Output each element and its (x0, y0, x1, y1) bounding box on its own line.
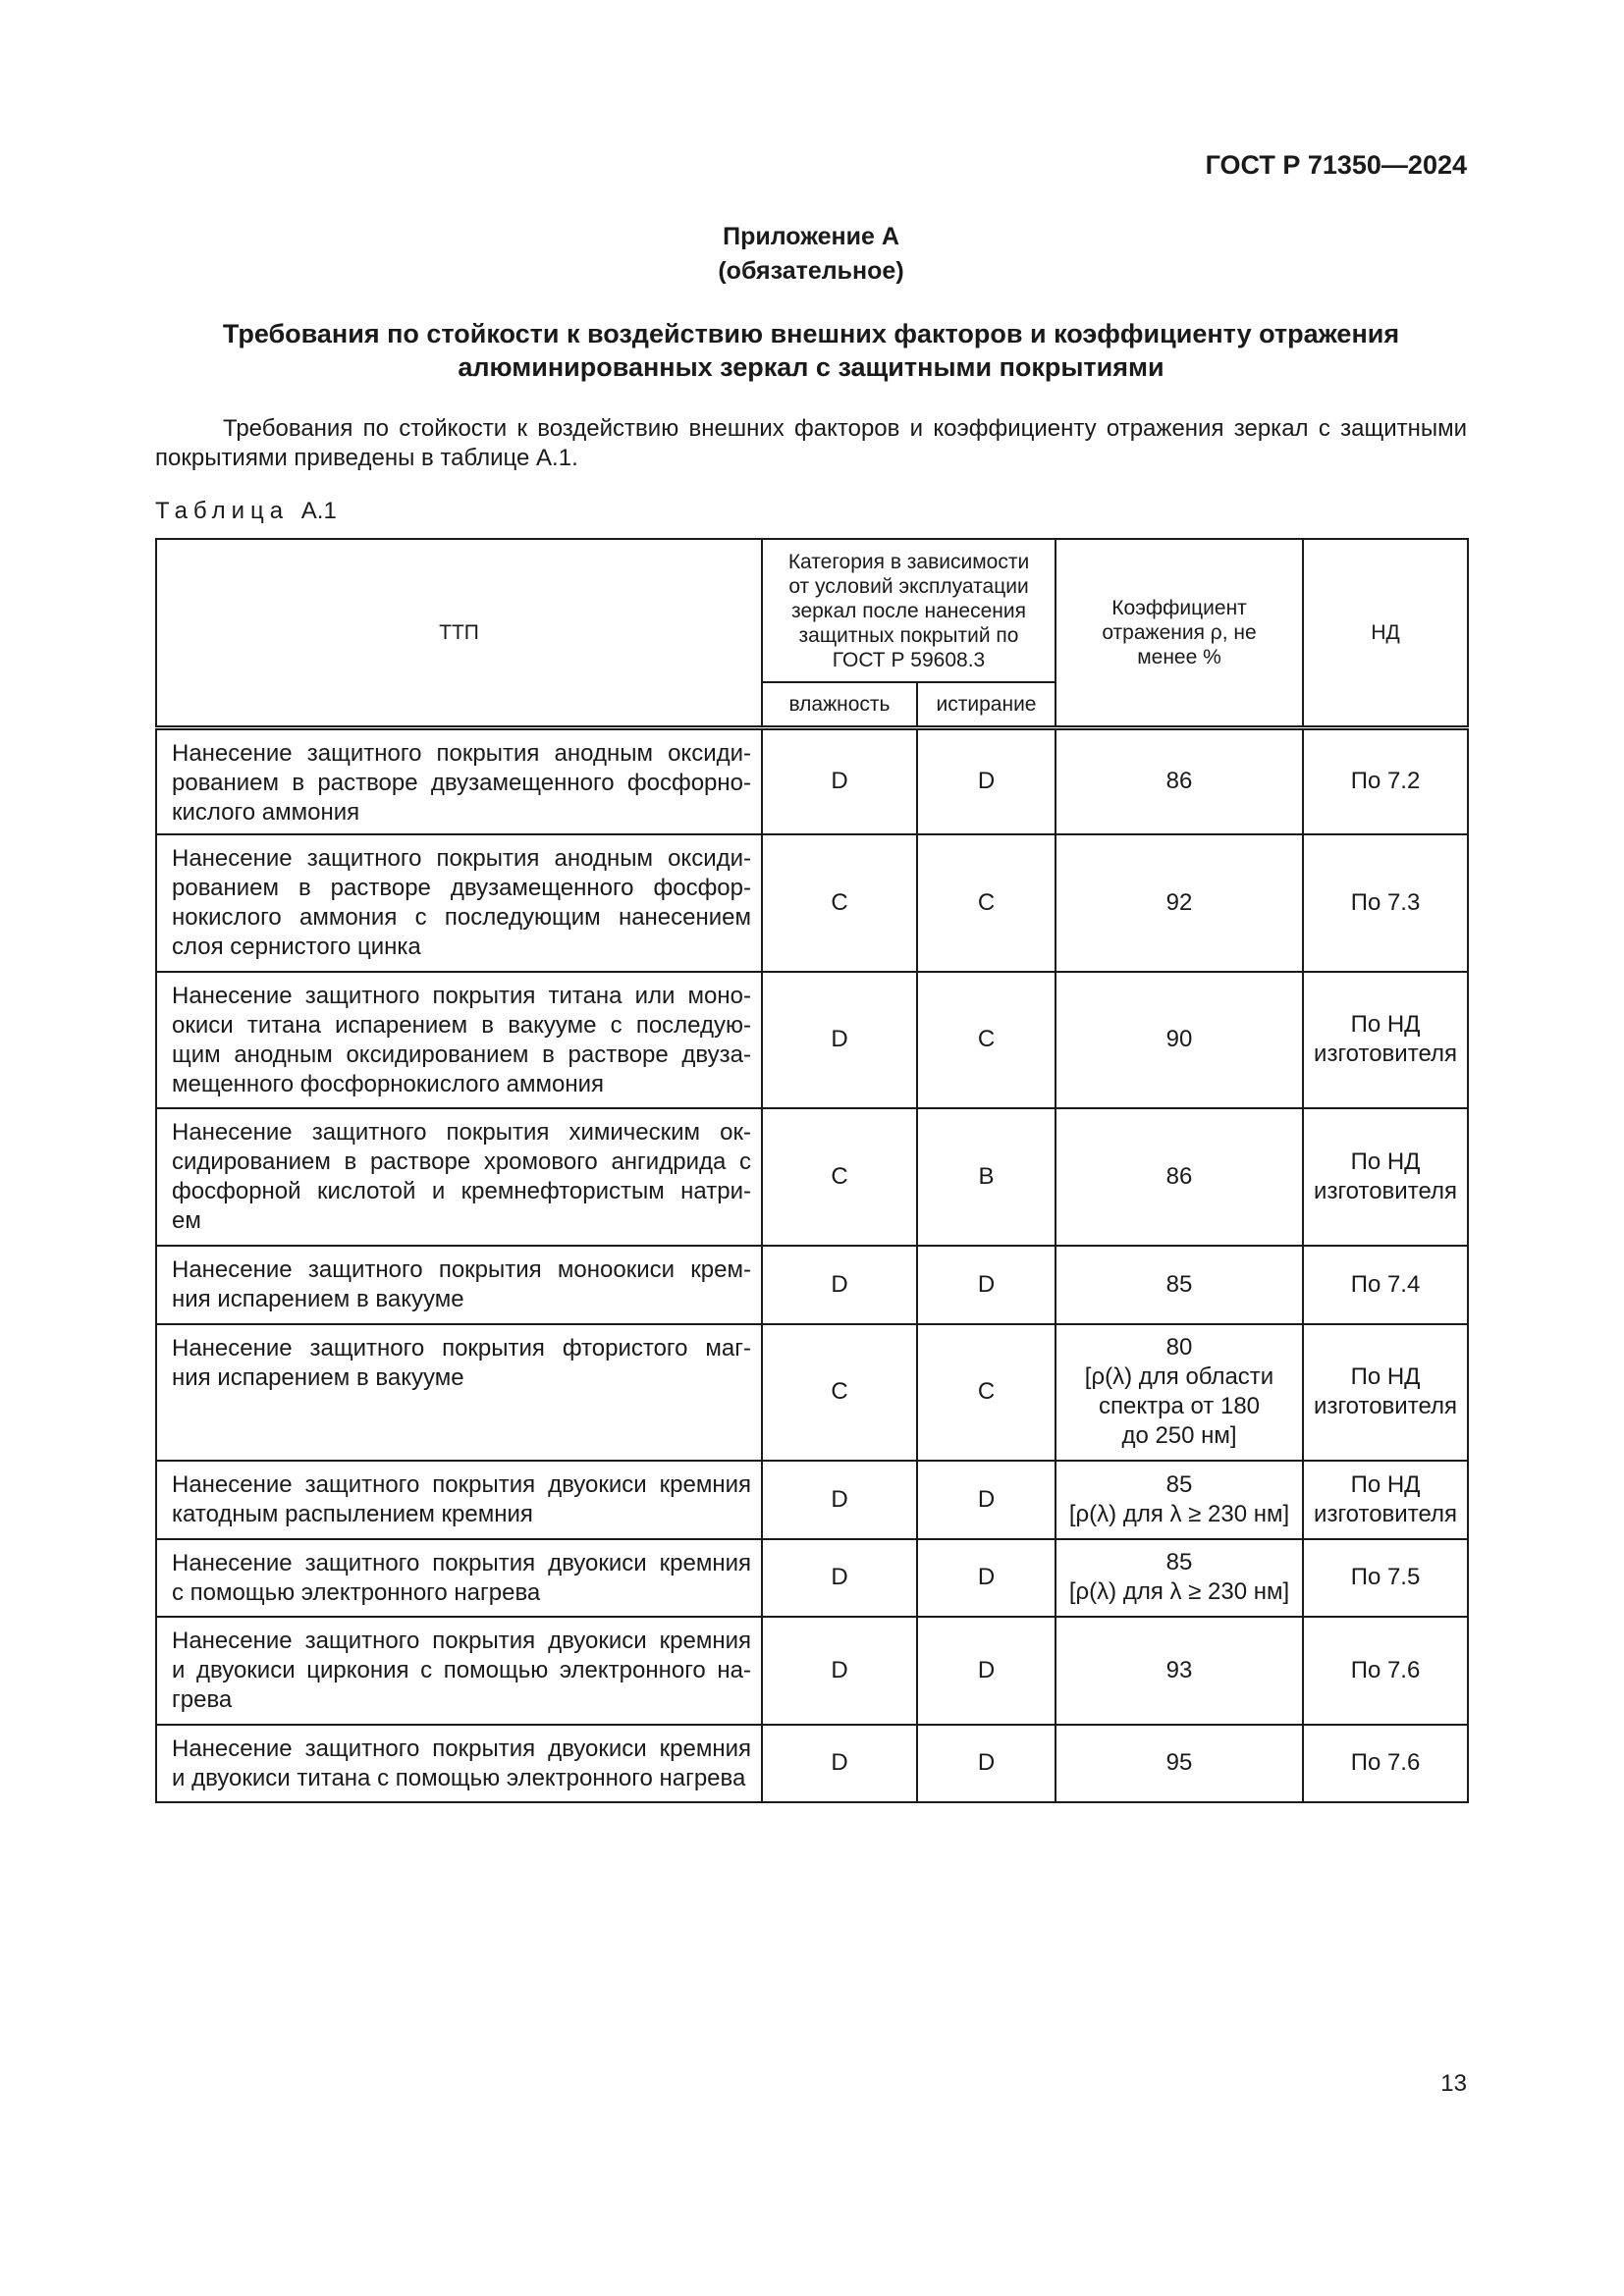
nd-cell: По 7.6 (1303, 1725, 1468, 1802)
ttp-cell (156, 1246, 762, 1324)
nd-cell: По НД изготовителя (1303, 1324, 1468, 1461)
ttp-line: Нанесение защитного покрытия анодным оксиди- (172, 844, 751, 872)
ttp-line: грева (172, 1685, 233, 1713)
ttp-line: с помощью электронного нагрева (172, 1578, 541, 1606)
nd-cell: По НД изготовителя (1303, 972, 1468, 1108)
document-number: ГОСТ Р 71350—2024 (1205, 150, 1467, 180)
ttp-line: Нанесение защитного покрытия двуокиси кремния (172, 1735, 751, 1762)
abrasion-category-cell: B (917, 1108, 1056, 1246)
ttp-cell (156, 727, 762, 834)
annex-status: (обязательное) (718, 257, 904, 285)
humidity-category-cell: D (762, 1246, 917, 1324)
table-row (156, 1539, 1468, 1617)
nd-cell: По 7.4 (1303, 1246, 1468, 1324)
nd-cell: По 7.2 (1303, 727, 1468, 834)
ttp-line: окиси титана испарением в вакууме с последую- (172, 1011, 751, 1039)
ttp-line: рованием в растворе двузамещенного фосфорно- (172, 769, 751, 796)
humidity-category-cell: C (762, 1108, 917, 1246)
ttp-line: слоя сернистого цинка (172, 933, 421, 960)
table-caption (155, 497, 337, 526)
humidity-category-cell: D (762, 1539, 917, 1617)
reflection-coefficient-cell: 85 [ρ(λ) для λ ≥ 230 нм] (1056, 1461, 1303, 1539)
ttp-line: и двуокиси титана с помощью электронного нагрева (172, 1764, 746, 1791)
header-nd: НД (1303, 539, 1468, 727)
requirements-table (155, 538, 1469, 1803)
ttp-line: ем (172, 1206, 201, 1234)
ttp-line: нокислого аммония с последующим нанесением (172, 903, 751, 931)
ttp-line: Нанесение защитного покрытия химическим ок- (172, 1118, 751, 1146)
table-header-row (156, 539, 1468, 682)
header-humidity: влажность (762, 682, 917, 727)
header-reflection-coefficient: Коэффициент отражения ρ, не менее % (1056, 539, 1303, 727)
annex-label: Приложение А (723, 223, 899, 250)
ttp-line: Нанесение защитного покрытия двуокиси кремния (172, 1627, 751, 1654)
ttp-cell (156, 1324, 762, 1461)
humidity-category-cell: D (762, 972, 917, 1108)
table-row (156, 1461, 1468, 1539)
reflection-coefficient-cell: 92 (1056, 834, 1303, 972)
annex-title-line: Требования по стойкости к воздействию внешних факторов и коэффициенту отражения (222, 319, 1400, 348)
ttp-cell (156, 1461, 762, 1539)
nd-cell: По НД изготовителя (1303, 1461, 1468, 1539)
ttp-line: ния испарением в вакууме (172, 1285, 464, 1312)
table-caption-label: Таблица (155, 498, 290, 524)
ttp-line: сидированием в растворе хромового ангидрида с (172, 1148, 751, 1175)
ttp-line: Нанесение защитного покрытия двуокиси кремния (172, 1549, 751, 1576)
annex-heading (155, 220, 1467, 289)
abrasion-category-cell: D (917, 1461, 1056, 1539)
header-abrasion: истирание (917, 682, 1056, 727)
table-row (156, 1725, 1468, 1802)
table-row (156, 834, 1468, 972)
header-category: Категория в зависимости от условий эксплуатации зеркал после нанесения защитных покрытий по ГОСТ Р 59608.3 (762, 539, 1056, 682)
abrasion-category-cell: D (917, 727, 1056, 834)
ttp-cell (156, 972, 762, 1108)
reflection-coefficient-cell: 85 (1056, 1246, 1303, 1324)
reflection-coefficient-cell: 93 (1056, 1617, 1303, 1725)
ttp-cell (156, 1725, 762, 1802)
ttp-cell (156, 834, 762, 972)
ttp-line: щим анодным оксидированием в растворе двуза- (172, 1041, 751, 1068)
nd-cell: По 7.6 (1303, 1617, 1468, 1725)
ttp-line: мещенного фосфорнокислого аммония (172, 1070, 605, 1097)
table-row (156, 1617, 1468, 1725)
annex-title (155, 317, 1467, 384)
annex-title-line: алюминированных зеркал с защитными покрытиями (458, 352, 1164, 382)
ttp-line: фосфорной кислотой и кремнефтористым натри- (172, 1177, 751, 1204)
reflection-coefficient-cell: 80 [ρ(λ) для области спектра от 180 до 250 нм] (1056, 1324, 1303, 1461)
table-caption-number: А.1 (300, 498, 337, 524)
reflection-coefficient-cell: 85 [ρ(λ) для λ ≥ 230 нм] (1056, 1539, 1303, 1617)
abrasion-category-cell: C (917, 972, 1056, 1108)
humidity-category-cell: D (762, 1725, 917, 1802)
ttp-line: ния испарением в вакууме (172, 1363, 464, 1391)
table-row (156, 972, 1468, 1108)
ttp-line: Нанесение защитного покрытия анодным оксиди- (172, 739, 751, 767)
abrasion-category-cell: D (917, 1725, 1056, 1802)
ttp-line: и двуокиси циркония с помощью электронного на- (172, 1656, 751, 1683)
ttp-line: Нанесение защитного покрытия фтористого маг- (172, 1334, 751, 1362)
table-row (156, 1108, 1468, 1246)
reflection-coefficient-cell: 90 (1056, 972, 1303, 1108)
ttp-cell (156, 1108, 762, 1246)
humidity-category-cell: C (762, 834, 917, 972)
table-row (156, 1324, 1468, 1461)
abrasion-category-cell: D (917, 1246, 1056, 1324)
abrasion-category-cell: C (917, 834, 1056, 972)
humidity-category-cell: D (762, 1461, 917, 1539)
ttp-line: катодным распылением кремния (172, 1500, 533, 1527)
nd-cell: По НД изготовителя (1303, 1108, 1468, 1246)
table-row (156, 1246, 1468, 1324)
reflection-coefficient-cell: 95 (1056, 1725, 1303, 1802)
intro-paragraph: Требования по стойкости к воздействию внешних факторов и коэффициенту отражения зеркал с защитными покрытиями приведены в таблице А.1. (155, 415, 1467, 471)
ttp-cell (156, 1617, 762, 1725)
humidity-category-cell: C (762, 1324, 917, 1461)
humidity-category-cell: D (762, 1617, 917, 1725)
page-number: 13 (1440, 2070, 1467, 2097)
table-row (156, 727, 1468, 834)
abrasion-category-cell: C (917, 1324, 1056, 1461)
ttp-line: кислого аммония (172, 798, 360, 826)
ttp-line: Нанесение защитного покрытия двуокиси кремния (172, 1470, 751, 1498)
ttp-line: рованием в растворе двузамещенного фосфор- (172, 874, 751, 901)
ttp-cell (156, 1539, 762, 1617)
abrasion-category-cell: D (917, 1617, 1056, 1725)
abrasion-category-cell: D (917, 1539, 1056, 1617)
humidity-category-cell: D (762, 727, 917, 834)
nd-cell: По 7.5 (1303, 1539, 1468, 1617)
nd-cell: По 7.3 (1303, 834, 1468, 972)
reflection-coefficient-cell: 86 (1056, 1108, 1303, 1246)
header-ttp: ТТП (156, 539, 762, 727)
ttp-line: Нанесение защитного покрытия титана или моно- (172, 982, 751, 1009)
ttp-line: Нанесение защитного покрытия моноокиси крем- (172, 1255, 751, 1283)
reflection-coefficient-cell: 86 (1056, 727, 1303, 834)
